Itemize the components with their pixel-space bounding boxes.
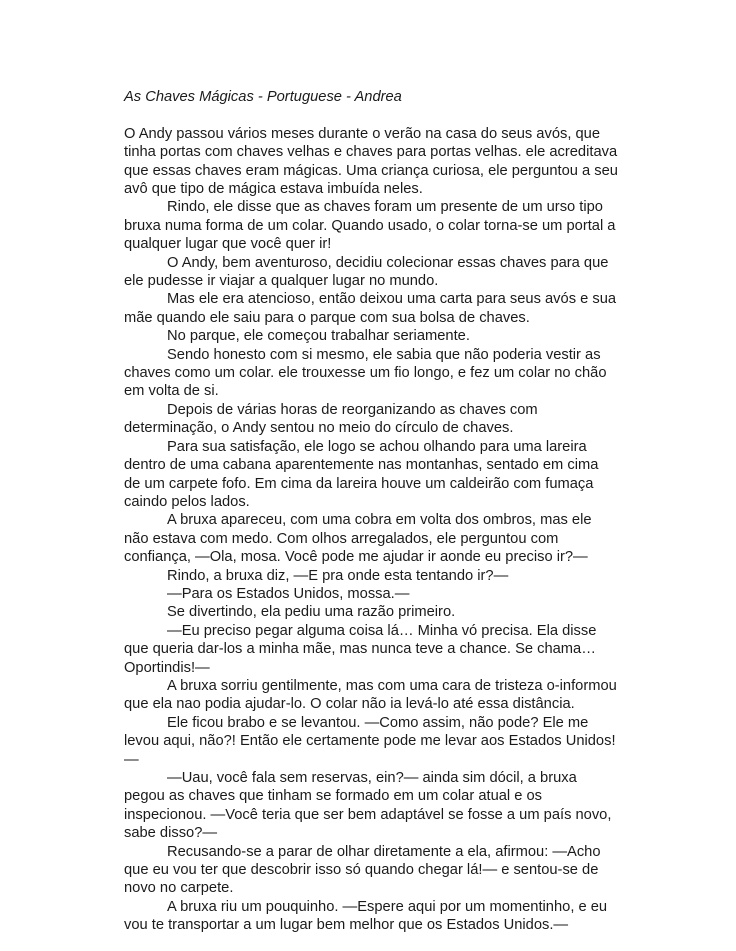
paragraph: Mas ele era atencioso, então deixou uma carta para seus avós e sua mãe quando ele saiu para o parque com sua bolsa de chaves. [124,291,617,326]
paragraph: O Andy, bem aventuroso, decidiu colecionar essas chaves para que ele pudesse ir viajar a qualquer lugar no mundo. [124,254,609,290]
paragraph: Ele ficou brabo e se levantou. —Como assim, não pode? Ele me levou aqui, não?! Então ele certamente pode me levar aos Estados Unidos!— [124,714,616,768]
paragraph: Rindo, a bruxa diz, —E pra onde esta tentando ir?— [167,567,509,584]
paragraph: A bruxa apareceu, com uma cobra em volta dos ombros, mas ele não estava com medo. Com olhos arregalados, ele perguntou com confiança, —Ola, mosa. Você pode me ajudar ir aonde eu preciso ir?— [124,512,592,566]
document-title: As Chaves Mágicas - Portuguese - Andrea [124,89,402,105]
paragraph: Recusando-se a parar de olhar diretamente a ela, afirmou: —Acho que eu vou ter que descobrir isso só quando chegar lá!— e sentou-se de novo no carpete. [124,843,601,897]
paragraph: Para sua satisfação, ele logo se achou olhando para uma lareira dentro de uma cabana aparentemente nas montanhas, sentado em cima de um carpete fofo. Em cima da lareira houve um caldeirão com fumaça caindo pelos lados. [124,438,599,510]
paragraph: No parque, ele começou trabalhar seriamente. [167,328,470,345]
paragraph: Rindo, ele disse que as chaves foram um presente de um urso tipo bruxa numa forma de um colar. Quando usado, o colar torna-se um portal a qualquer lugar que você quer ir! [124,199,616,253]
document-body [124,125,618,935]
paragraph: A bruxa riu um pouquinho. —Espere aqui por um momentinho, e eu vou te transportar a um lugar bem melhor que os Estados Unidos.— [124,898,608,934]
paragraph: —Uau, você fala sem reservas, ein?— ainda sim dócil, a bruxa pegou as chaves que tinham se formado em um colar atual e os inspecionou. —Você teria que ser bem adaptável se fosse a um país novo, sabe disso?— [124,770,612,842]
paragraph: Depois de várias horas de reorganizando as chaves com determinação, o Andy sentou no meio do círculo de chaves. [124,401,538,437]
paragraph: Sendo honesto com si mesmo, ele sabia que não poderia vestir as chaves como um colar. ele trouxesse um fio longo, e fez um colar no chão em volta de si. [124,346,607,400]
paragraph: O Andy passou vários meses durante o verão na casa do seus avós, que tinha portas com chaves velhas e chaves para portas velhas. ele acreditava que essas chaves eram mágicas. Uma criança curiosa, ele perguntou a seu avô que tipo de mágica estava imbuída neles. [124,125,618,198]
paragraph: Se divertindo, ela pediu uma razão primeiro. [167,604,456,621]
paragraph: —Para os Estados Unidos, mossa.— [167,585,410,602]
paragraph: —Eu preciso pegar alguma coisa lá… Minha vó precisa. Ela disse que queria dar-los a minha mãe, mas nunca teve a chance. Se chama… Oportindis!— [124,622,597,676]
paragraph: A bruxa sorriu gentilmente, mas com uma cara de tristeza o-informou que ela nao podia ajudar-lo. O colar não ia levá-lo até essa distância. [124,677,617,713]
